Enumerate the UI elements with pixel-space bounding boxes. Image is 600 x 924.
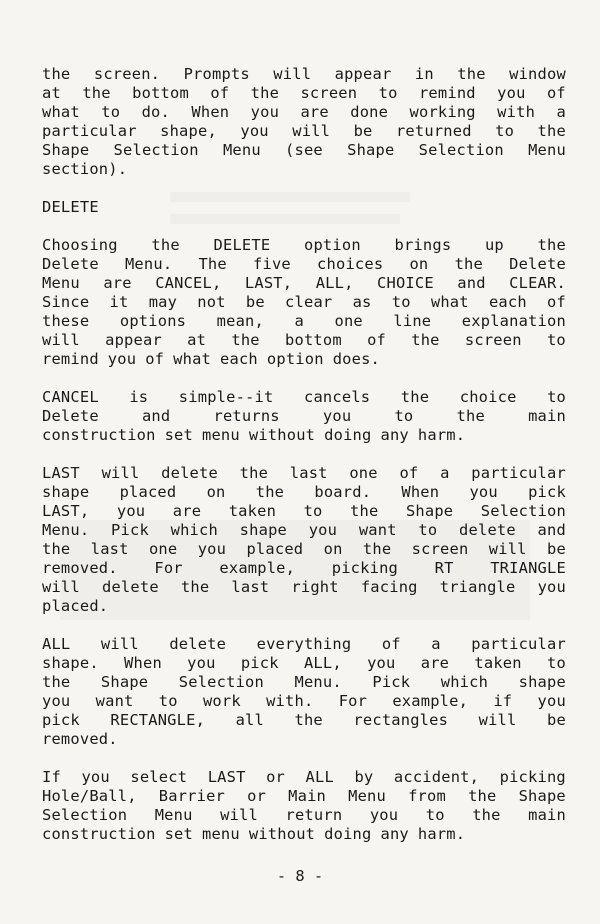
word: what (42, 103, 80, 121)
word: ALL (42, 635, 71, 653)
word: will (42, 331, 80, 349)
word: you (537, 692, 566, 710)
word: of (145, 350, 165, 368)
word: option (266, 350, 324, 368)
word: without (248, 426, 316, 444)
word: you (116, 502, 146, 520)
word: Shape (518, 787, 566, 805)
word: on (323, 540, 343, 558)
text-line (42, 331, 566, 350)
word: options (119, 312, 187, 330)
word: screen (411, 540, 469, 558)
word: For (338, 692, 368, 710)
word: bottom (285, 331, 342, 349)
word: Delete (509, 255, 566, 273)
word: RECTANGLE, (110, 711, 206, 729)
word: screen. (93, 65, 161, 83)
word: want (358, 521, 397, 539)
word: For (154, 559, 183, 577)
word: Menu. (294, 673, 342, 691)
word: removed. (42, 559, 118, 577)
section-heading-delete (42, 198, 566, 217)
word: to (394, 407, 414, 425)
word: taken (474, 654, 522, 672)
text-line (42, 350, 566, 369)
word: particular (471, 635, 566, 653)
word: cancels (304, 388, 371, 406)
word: section). (42, 160, 128, 178)
word: ALL, (315, 274, 354, 292)
word: CANCEL, (155, 274, 222, 292)
word: shape. (42, 654, 99, 672)
word: shape (42, 483, 90, 501)
word: last (90, 540, 129, 558)
word: appear (334, 65, 392, 83)
word: the (362, 540, 392, 558)
word: the (239, 464, 269, 482)
word: a (294, 312, 304, 330)
word: LAST, (42, 502, 90, 520)
word: Menu (348, 787, 386, 805)
word: you (187, 654, 216, 672)
text-line (42, 65, 566, 84)
word: will (100, 635, 139, 653)
word: of (547, 293, 566, 311)
word: five (253, 255, 291, 273)
word: the (350, 502, 379, 520)
word: up (484, 236, 504, 254)
word: one (334, 312, 363, 330)
word: the (42, 673, 71, 691)
word: of (381, 635, 401, 653)
word: Hole/Ball, (42, 787, 137, 805)
word: Delete (42, 255, 99, 273)
word: LAST, (244, 274, 293, 292)
word: Menu (154, 806, 193, 824)
word: shape (239, 521, 288, 539)
word: the (255, 483, 285, 501)
word: shape, (160, 122, 217, 140)
word: main (528, 407, 566, 425)
word: any (380, 426, 409, 444)
word: select (130, 768, 188, 786)
text-line (42, 255, 566, 274)
word: Shape (347, 141, 395, 159)
word: Shape (405, 502, 454, 520)
word: will (292, 122, 331, 140)
word: screen (464, 331, 522, 349)
word: from (408, 787, 446, 805)
word: the (456, 407, 485, 425)
word: CHOICE (377, 274, 434, 292)
paragraph-delete-menu (42, 236, 566, 369)
word: and (141, 407, 171, 425)
word: doing (324, 426, 372, 444)
word: a (556, 103, 566, 121)
word: in (414, 65, 434, 83)
word: each (488, 293, 527, 311)
word: triangle (439, 578, 516, 596)
text-line (42, 84, 566, 103)
text-line (42, 103, 566, 122)
word: Selection (418, 141, 504, 159)
word: Selection (480, 502, 566, 520)
word: you (197, 540, 227, 558)
word: you (369, 806, 399, 824)
word: delete (459, 521, 516, 539)
word: may (148, 293, 178, 311)
word: Barrier (158, 787, 226, 805)
word: ALL, (303, 654, 342, 672)
word: which (440, 673, 489, 691)
word: everything (256, 635, 352, 653)
word: any (380, 825, 409, 843)
word: mean, (216, 312, 264, 330)
word: the (180, 578, 210, 596)
word: menu (202, 426, 240, 444)
word: will (488, 540, 527, 558)
word: Main (288, 787, 327, 805)
word: Selection (42, 806, 128, 824)
word: Choosing (42, 236, 118, 254)
word: the (250, 84, 280, 102)
text-line (42, 711, 566, 730)
word: Shape (42, 141, 90, 159)
text-line (42, 768, 566, 787)
word: Selection (178, 673, 264, 691)
text-line (42, 654, 566, 673)
text-line (42, 578, 566, 597)
word: remind (418, 84, 476, 102)
text-line (42, 236, 566, 255)
paragraph-accident (42, 768, 566, 844)
word: Selection (113, 141, 199, 159)
word: at (42, 84, 61, 102)
word: When (191, 103, 230, 121)
text-line (42, 122, 566, 141)
word: and (457, 274, 486, 292)
text-line (42, 312, 566, 331)
word: brings (394, 236, 452, 254)
text-line (42, 407, 566, 426)
word: Shape (100, 673, 149, 691)
word: at (187, 331, 207, 349)
word: delete (161, 464, 218, 482)
word: the (457, 65, 486, 83)
word: as (352, 293, 372, 311)
word: a (431, 635, 441, 653)
word: you (322, 407, 352, 425)
word: which (170, 521, 218, 539)
word: Menu (222, 141, 261, 159)
text-line (42, 825, 566, 844)
word: last (231, 578, 270, 596)
paragraph-last (42, 464, 566, 616)
word: taken (228, 502, 277, 520)
word: with. (266, 692, 314, 710)
word: done (350, 103, 389, 121)
word: will (101, 464, 140, 482)
word: or (266, 768, 286, 786)
word: are (172, 502, 202, 520)
word: you (308, 521, 338, 539)
word: menu (202, 825, 240, 843)
word: the (294, 711, 323, 729)
word: or (247, 787, 267, 805)
word: will (478, 711, 517, 729)
word: simple--it (178, 388, 274, 406)
word: what (173, 350, 212, 368)
word: you (42, 692, 71, 710)
word: particular (471, 464, 566, 482)
word: each (220, 350, 258, 368)
word: all (235, 711, 264, 729)
text-line (42, 673, 566, 692)
text-line (42, 426, 566, 445)
word: does. (332, 350, 381, 368)
word: Pick (372, 673, 411, 691)
word: pick (42, 711, 80, 729)
word: doing (324, 825, 372, 843)
word: the (82, 84, 111, 102)
word: LAST (42, 464, 80, 482)
text-line (42, 692, 566, 711)
word: the (454, 255, 483, 273)
word: will (42, 578, 80, 596)
word: want (95, 692, 134, 710)
word: you (107, 350, 137, 368)
word: TRIANGLE (490, 559, 566, 577)
text-line (42, 483, 566, 502)
word: option (304, 236, 361, 254)
text-line (42, 730, 566, 749)
text-line (42, 787, 566, 806)
text-line (42, 141, 566, 160)
word: construction (42, 426, 156, 444)
word: delete (101, 578, 159, 596)
word: to (546, 654, 566, 672)
word: you (537, 578, 566, 596)
word: facing (360, 578, 418, 596)
word: be (547, 711, 566, 729)
word: will (220, 806, 258, 824)
text-line (42, 388, 566, 407)
word: to (547, 388, 566, 406)
word: to (158, 692, 178, 710)
word: the (151, 236, 180, 254)
word: set (164, 426, 193, 444)
word: pick (240, 654, 279, 672)
word: one (349, 464, 378, 482)
word: not (197, 293, 226, 311)
word: on (206, 483, 226, 501)
text-line (42, 198, 566, 217)
word: bottom (132, 84, 189, 102)
word: you (497, 84, 526, 102)
word: rectangles (353, 711, 449, 729)
word: on (409, 255, 429, 273)
word: one (148, 540, 178, 558)
word: if (493, 692, 513, 710)
word: will (273, 65, 312, 83)
word: particular (42, 122, 137, 140)
word: the (231, 331, 260, 349)
word: Delete (42, 407, 99, 425)
word: explanation (461, 312, 566, 330)
word: Menu (528, 141, 566, 159)
word: placed (119, 483, 177, 501)
word: clear (285, 293, 333, 311)
word: and (537, 521, 566, 539)
paragraph-intro (42, 65, 566, 179)
word: the (411, 331, 440, 349)
word: If (42, 768, 61, 786)
word: Since (42, 293, 90, 311)
word: board. (314, 483, 372, 501)
word: Pick (111, 521, 149, 539)
word: of (546, 84, 566, 102)
word: CLEAR. (509, 274, 566, 292)
word: working (409, 103, 476, 121)
word: Menu. (42, 521, 90, 539)
word: be (245, 293, 265, 311)
word: choices (317, 255, 384, 273)
word: are (300, 103, 329, 121)
word: the (537, 122, 566, 140)
word: of (367, 331, 386, 349)
word: placed. (42, 597, 109, 615)
word: Prompts (183, 65, 250, 83)
word: construction (42, 825, 156, 843)
word: CANCEL (42, 388, 99, 406)
word: window (509, 65, 566, 83)
word: example, (392, 692, 469, 710)
text-line (42, 635, 566, 654)
word: screen (300, 84, 358, 102)
word: of (399, 464, 419, 482)
text-line (42, 559, 566, 578)
word: choice (459, 388, 517, 406)
text-line (42, 540, 566, 559)
word: to (546, 331, 566, 349)
word: The (198, 255, 227, 273)
word: When (124, 654, 162, 672)
word: DELETE (213, 236, 271, 254)
word: are (420, 654, 450, 672)
word: picking (331, 559, 399, 577)
word: are (103, 274, 132, 292)
word: the (537, 236, 566, 254)
word: the (472, 806, 501, 824)
word: without (248, 825, 316, 843)
word: these (42, 312, 90, 330)
word: RT (434, 559, 454, 577)
paragraph-cancel (42, 388, 566, 445)
word: it (109, 293, 129, 311)
text-line (42, 502, 566, 521)
word: you (469, 483, 498, 501)
word: line (393, 312, 432, 330)
word: example, (219, 559, 296, 577)
word: the (42, 65, 71, 83)
word: delete (169, 635, 227, 653)
word: be (353, 122, 373, 140)
word: the (400, 388, 430, 406)
word: harm. (417, 825, 466, 843)
word: you (367, 654, 396, 672)
word: with (497, 103, 536, 121)
word: to (418, 521, 438, 539)
word: returns (213, 407, 280, 425)
word: Menu. (124, 255, 173, 273)
word: accident, (393, 768, 480, 786)
word: the (42, 540, 71, 558)
text-line (42, 160, 566, 179)
word: removed. (42, 730, 118, 748)
word: to (101, 103, 121, 121)
word: pick (528, 483, 566, 501)
word: remind (42, 350, 99, 368)
word: picking (499, 768, 566, 786)
word: to (425, 806, 445, 824)
word: ALL (305, 768, 334, 786)
word: set (164, 825, 193, 843)
word: to (391, 293, 411, 311)
word: Menu (42, 274, 80, 292)
word: you (240, 122, 269, 140)
word: When (401, 483, 440, 501)
word: shape (518, 673, 566, 691)
word: return (285, 806, 343, 824)
word: what (430, 293, 469, 311)
word: DELETE (42, 198, 99, 216)
word: by (354, 768, 374, 786)
word: placed (246, 540, 304, 558)
word: a (440, 464, 450, 482)
word: to (303, 502, 323, 520)
word: right (291, 578, 339, 596)
word: LAST (207, 768, 246, 786)
text-line (42, 274, 566, 293)
word: you (81, 768, 110, 786)
word: (see (285, 141, 323, 159)
text-line (42, 597, 566, 616)
text-line (42, 806, 566, 825)
word: work (202, 692, 241, 710)
word: returned (395, 122, 472, 140)
word: you (250, 103, 280, 121)
word: of (210, 84, 230, 102)
word: the (468, 787, 497, 805)
word: to (495, 122, 515, 140)
page-number: - 8 - (276, 867, 324, 885)
word: to (378, 84, 398, 102)
word: appear (105, 331, 162, 349)
word: last (289, 464, 328, 482)
word: harm. (417, 426, 466, 444)
word: be (547, 540, 566, 558)
word: is (129, 388, 149, 406)
text-line (42, 521, 566, 540)
paragraph-all (42, 635, 566, 749)
word: main (528, 806, 566, 824)
text-line (42, 464, 566, 483)
word: do. (141, 103, 170, 121)
text-line (42, 293, 566, 312)
